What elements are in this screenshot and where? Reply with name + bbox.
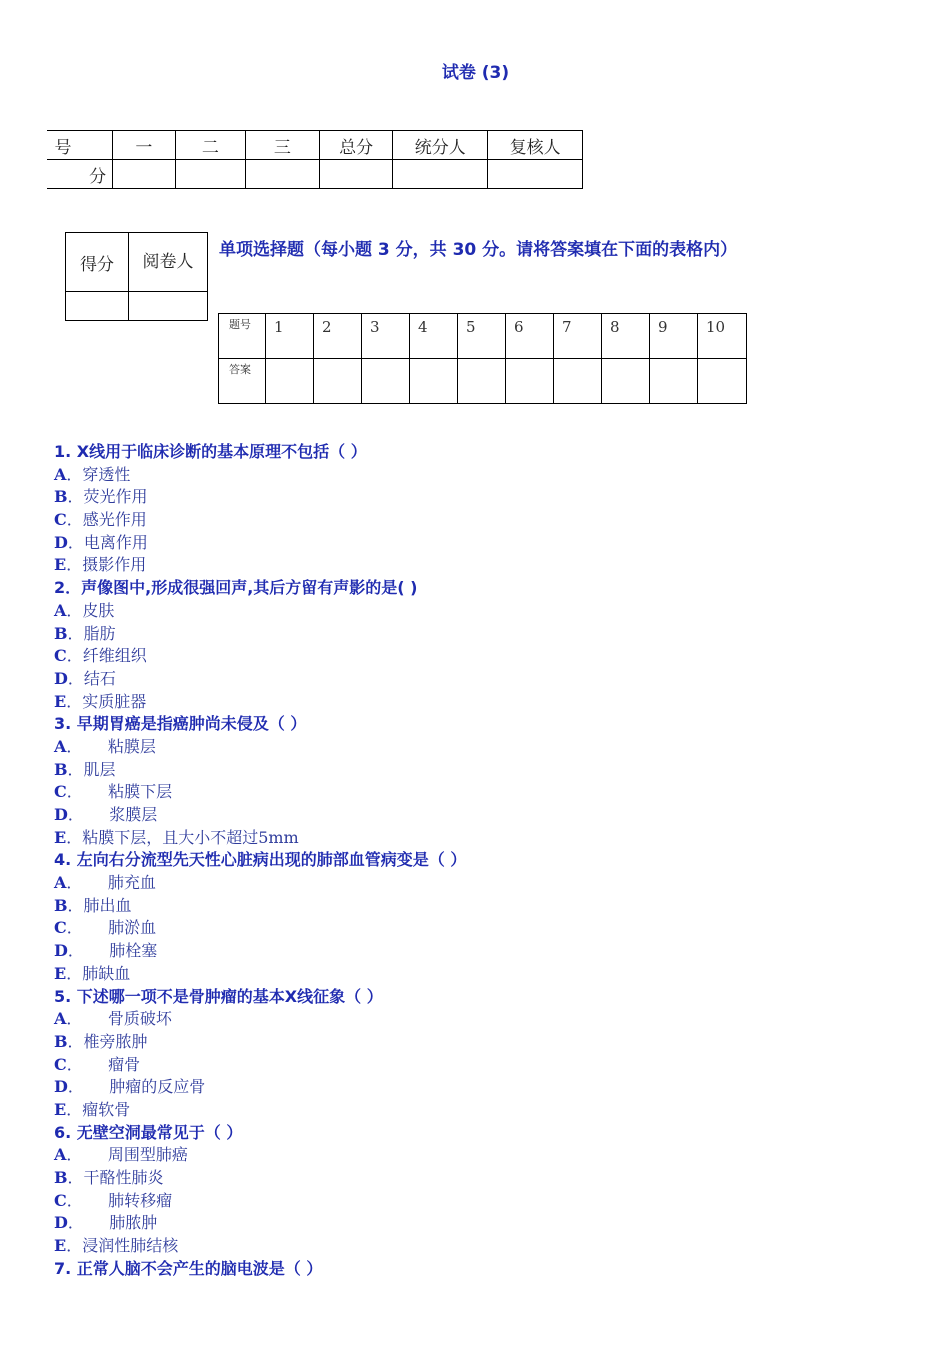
option-letter: D — [54, 1077, 68, 1097]
answer-cell[interactable] — [650, 359, 698, 404]
answer-option[interactable] — [54, 600, 934, 623]
score-table-value-row — [47, 160, 583, 189]
answer-option[interactable] — [54, 963, 934, 986]
question-list — [54, 441, 934, 1280]
answer-option[interactable] — [54, 1099, 934, 1122]
option-text: ．干酪性肺炎 — [67, 1168, 164, 1187]
score-table-header-row — [47, 131, 583, 160]
answer-fill-row — [219, 359, 747, 404]
option-letter: B — [54, 623, 68, 643]
option-letter: A — [54, 464, 67, 484]
option-text: ．电离作用 — [67, 532, 148, 552]
score-cell[interactable] — [319, 160, 393, 189]
question-number-cell: 5 — [458, 314, 506, 359]
option-letter: C — [54, 782, 67, 802]
question-number-cell: 9 — [650, 314, 698, 359]
option-text: ． 肺淤血 — [66, 918, 157, 938]
answer-cell[interactable] — [314, 359, 362, 404]
score-header-cell: 复核人 — [488, 131, 583, 160]
option-letter: E — [54, 555, 67, 575]
answer-option[interactable] — [54, 872, 934, 895]
answer-option[interactable] — [54, 736, 934, 759]
option-text: ． 周围型肺癌 — [66, 1145, 188, 1165]
question-number-cell: 8 — [602, 314, 650, 359]
answer-option[interactable] — [54, 691, 934, 714]
answer-option[interactable] — [54, 486, 934, 509]
answer-cell[interactable] — [458, 359, 506, 404]
option-text: ．椎旁脓肿 — [67, 1031, 148, 1051]
option-text: ． 肺充血 — [66, 873, 156, 893]
answer-row-label: 答案 — [219, 359, 266, 404]
score-header-cell: 号 — [47, 131, 113, 160]
answer-option[interactable] — [54, 623, 934, 646]
option-letter: E — [54, 827, 67, 847]
answer-cell[interactable] — [410, 359, 458, 404]
option-letter: B — [54, 895, 68, 915]
answer-option[interactable] — [54, 1212, 934, 1235]
question-stem: 1. X线用于临床诊断的基本原理不包括（ ） — [54, 442, 367, 461]
answer-option[interactable] — [54, 645, 934, 668]
option-text: ．荧光作用 — [67, 487, 148, 507]
question-stem: 4. 左向右分流型先天性心脏病出现的肺部血管病变是（ ） — [54, 850, 467, 870]
question-stem: 3. 早期胃癌是指癌肿尚未侵及（ ） — [54, 714, 307, 734]
option-text: ．瘤软骨 — [66, 1099, 131, 1119]
answer-option[interactable] — [54, 464, 934, 487]
option-text: ．穿透性 — [66, 464, 131, 484]
answer-cell[interactable] — [554, 359, 602, 404]
question-number-cell: 7 — [554, 314, 602, 359]
option-letter: A — [54, 600, 67, 620]
option-letter: C — [54, 918, 67, 938]
answer-option[interactable] — [54, 895, 934, 918]
option-text: ．感光作用 — [66, 510, 147, 530]
answer-option[interactable] — [54, 940, 934, 963]
answer-option[interactable] — [54, 554, 934, 577]
answer-option[interactable] — [54, 804, 934, 827]
grader-box — [65, 232, 208, 321]
answer-table — [218, 313, 747, 404]
answer-option[interactable] — [54, 759, 934, 782]
answer-option[interactable] — [54, 1031, 934, 1054]
answer-option[interactable] — [54, 1235, 934, 1258]
option-text: ． 肺栓塞 — [67, 941, 158, 961]
score-header-cell: 三 — [246, 131, 320, 160]
option-letter: A — [54, 1145, 67, 1165]
option-text: ．肺出血 — [67, 895, 132, 915]
answer-cell[interactable] — [266, 359, 314, 404]
question-stem: 7. 正常人脑不会产生的脑电波是（ ） — [54, 1258, 323, 1278]
answer-number-row — [219, 314, 747, 359]
question-number-cell: 6 — [506, 314, 554, 359]
score-header-cell: 统分人 — [393, 131, 488, 160]
question-stem: 5. 下述哪一项不是骨肿瘤的基本X线征象（ ） — [54, 986, 383, 1006]
option-text: ．实质脏器 — [66, 691, 147, 711]
answer-row-label: 题号 — [219, 314, 266, 359]
grader-name-label: 阅卷人 — [129, 233, 208, 292]
answer-option[interactable] — [54, 917, 934, 940]
option-text: ． 浆膜层 — [67, 805, 158, 824]
option-text: ．粘膜下层，且大小不超过5mm — [66, 827, 299, 847]
option-letter: D — [54, 668, 68, 688]
option-text: ． 肺转移瘤 — [66, 1190, 173, 1210]
option-letter: B — [54, 759, 68, 779]
option-letter: C — [54, 1190, 67, 1210]
option-letter: D — [54, 805, 68, 824]
answer-option[interactable] — [54, 532, 934, 555]
option-letter: E — [54, 963, 67, 983]
option-letter: B — [54, 1031, 68, 1051]
answer-cell[interactable] — [362, 359, 410, 404]
answer-cell[interactable] — [698, 359, 747, 404]
score-cell[interactable] — [393, 160, 488, 189]
score-cell[interactable] — [488, 160, 583, 189]
question-number-cell: 2 — [314, 314, 362, 359]
option-text: ． 肺脓肿 — [67, 1213, 158, 1233]
score-cell[interactable] — [113, 160, 176, 189]
option-letter: E — [54, 691, 67, 711]
option-letter: D — [54, 1213, 68, 1233]
answer-cell[interactable] — [602, 359, 650, 404]
option-text: ．摄影作用 — [66, 555, 147, 575]
option-letter: B — [54, 487, 68, 507]
question-stem: 6. 无壁空洞最常见于（ ） — [54, 1122, 243, 1142]
question-stem: 2．声像图中,形成很强回声,其后方留有声影的是( ) — [54, 578, 418, 598]
option-text: ．纤维组织 — [66, 646, 147, 666]
question-number-cell: 4 — [410, 314, 458, 359]
option-letter: E — [54, 1236, 67, 1256]
option-text: ．结石 — [67, 668, 116, 688]
option-text: ． 粘膜下层 — [66, 782, 173, 802]
score-cell[interactable] — [246, 160, 320, 189]
answer-option[interactable] — [54, 509, 934, 532]
score-header-cell: 一 — [113, 131, 176, 160]
answer-option[interactable] — [54, 1190, 934, 1213]
answer-option[interactable] — [54, 668, 934, 691]
score-header-cell: 总分 — [319, 131, 393, 160]
answer-option[interactable] — [54, 1076, 934, 1099]
option-letter: A — [54, 1009, 67, 1029]
answer-option[interactable] — [54, 827, 934, 850]
option-letter: E — [54, 1099, 67, 1119]
score-table — [47, 130, 617, 192]
answer-option[interactable] — [54, 1008, 934, 1031]
score-cell[interactable] — [175, 160, 245, 189]
answer-option[interactable] — [54, 1144, 934, 1167]
question-number-cell: 1 — [266, 314, 314, 359]
option-letter: D — [54, 532, 68, 552]
question-number-cell: 3 — [362, 314, 410, 359]
option-letter: A — [54, 873, 67, 893]
option-text: ．肌层 — [67, 759, 116, 779]
option-letter: D — [54, 941, 68, 961]
option-letter: A — [54, 736, 67, 756]
option-text: ．肺缺血 — [66, 963, 131, 983]
answer-option[interactable] — [54, 1167, 934, 1190]
score-row-label: 分 — [47, 160, 113, 189]
option-text: ．皮肤 — [66, 600, 115, 620]
answer-option[interactable] — [54, 781, 934, 804]
option-text: ． 肿瘤的反应骨 — [67, 1077, 206, 1097]
option-letter: C — [54, 1054, 67, 1074]
option-text: ． 骨质破坏 — [66, 1009, 172, 1029]
grader-score-cell[interactable] — [66, 292, 129, 321]
option-text: ． 瘤骨 — [66, 1054, 141, 1074]
option-letter: C — [54, 646, 67, 666]
answer-cell[interactable] — [506, 359, 554, 404]
grader-name-cell[interactable] — [129, 292, 208, 321]
option-letter: C — [54, 510, 67, 530]
question-number-cell: 10 — [698, 314, 747, 359]
exam-title: 试卷 (3) — [441, 63, 510, 83]
section-heading: 单项选择题（每小题 3 分，共 30 分。请将答案填在下面的表格内） — [219, 240, 738, 260]
option-letter: B — [54, 1168, 68, 1187]
score-header-cell: 二 — [175, 131, 245, 160]
option-text: ．浸润性肺结核 — [66, 1236, 179, 1256]
option-text: ．脂肪 — [67, 623, 116, 643]
grader-score-label: 得分 — [66, 233, 129, 292]
option-text: ． 粘膜层 — [66, 736, 156, 756]
answer-option[interactable] — [54, 1054, 934, 1077]
